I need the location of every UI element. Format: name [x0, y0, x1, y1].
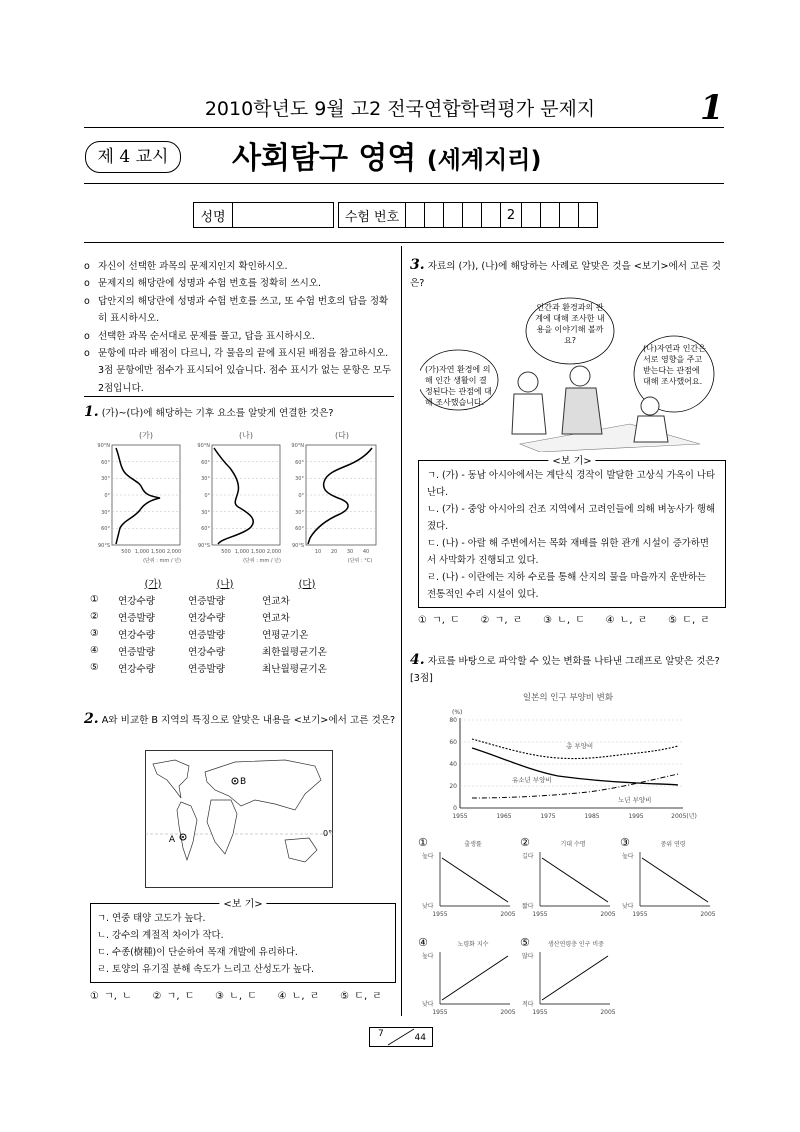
svg-text:30°: 30° — [101, 476, 110, 482]
svg-text:높다: 높다 — [422, 953, 434, 960]
svg-text:2005: 2005 — [600, 911, 616, 918]
svg-text:1955: 1955 — [632, 911, 648, 918]
svg-text:90°N: 90°N — [197, 443, 210, 449]
svg-text:90°N: 90°N — [97, 443, 110, 449]
exam-no-cell[interactable] — [463, 203, 482, 228]
svg-text:1985: 1985 — [584, 813, 600, 820]
svg-text:30°: 30° — [295, 510, 304, 516]
instructions — [84, 258, 396, 397]
exam-no-cell[interactable] — [406, 203, 425, 228]
svg-text:60°: 60° — [201, 460, 210, 466]
bogi-title: <보 기> — [548, 452, 595, 467]
svg-text:0: 0 — [453, 805, 457, 812]
id-table — [193, 202, 598, 228]
map-label-equator: 0° — [323, 829, 333, 838]
map-label-b: B — [240, 777, 247, 787]
instructions-rule — [84, 396, 394, 397]
subject-sub: (세계지리) — [426, 146, 542, 174]
svg-text:1955: 1955 — [532, 1009, 548, 1016]
opt-mark: ③ — [620, 836, 630, 849]
bubble-center: 인간과 환경과의 관계에 대해 조사한 내용을 이야기해 볼까요? — [535, 303, 605, 345]
svg-text:20: 20 — [330, 549, 338, 555]
bogi-item: ㄱ. (가) - 동남 아시아에서는 계단식 경작이 발달한 고상식 가옥이 나타난다. — [427, 470, 715, 498]
svg-text:2005: 2005 — [600, 1009, 616, 1016]
exam-no-cell[interactable] — [579, 203, 598, 228]
q2-bogi-box — [90, 899, 396, 983]
svg-text:20: 20 — [449, 783, 457, 790]
exam-no-cell[interactable] — [482, 203, 501, 228]
bogi-item: ㄹ. (나) - 이란에는 지하 수로를 통해 산지의 물을 마을까지 운반하는 전통적인 수리 시설이 있다. — [427, 572, 706, 600]
question-number: 2. — [84, 711, 99, 727]
svg-text:0°: 0° — [204, 493, 210, 499]
svg-text:1955: 1955 — [452, 813, 468, 820]
svg-text:90°N: 90°N — [291, 443, 304, 449]
bogi-item: ㄷ. 수종(樹種)이 단순하여 목재 개발에 유리하다. — [97, 947, 298, 958]
svg-text:1955: 1955 — [532, 911, 548, 918]
svg-text:2005(년): 2005(년) — [671, 813, 697, 820]
exam-no-cell[interactable] — [425, 203, 444, 228]
question-text: (가)~(다)에 해당하는 기후 요소를 알맞게 연결한 것은? — [101, 408, 334, 419]
instruction-item: o 답안지의 해당란에 성명과 수험 번호를 쓰고, 또 수험 번호의 답을 정확히 표시하시오. — [84, 293, 396, 328]
q3-bogi-box — [418, 456, 726, 608]
svg-text:1,500: 1,500 — [150, 549, 166, 555]
instruction-item: o 문제지의 해당란에 성명과 수험 번호를 정확히 쓰시오. — [84, 275, 396, 292]
svg-text:낮다: 낮다 — [622, 903, 634, 910]
label-old: 노년 부양비 — [618, 796, 652, 804]
graph-label: (가) — [139, 431, 153, 440]
question-1 — [84, 404, 394, 422]
svg-text:적다: 적다 — [522, 1001, 534, 1008]
exam-title: 2010학년도 9월 고2 전국연합학력평가 문제지 — [204, 98, 596, 120]
answer-row[interactable]: ③ 연강수량 연증발량 연평균기온 — [90, 628, 309, 641]
opt-title: 기대 수명 — [560, 841, 586, 848]
svg-text:1955: 1955 — [432, 911, 448, 918]
q4-option-graphs — [418, 836, 724, 1026]
bogi-item: ㄴ. (가) - 중앙 아시아의 건조 지역에서 고려인들에 의해 벼농사가 행해졌다. — [427, 504, 715, 532]
opt-title: 노령화 지수 — [457, 941, 489, 948]
series-youth — [472, 748, 678, 785]
svg-text:1995: 1995 — [628, 813, 644, 820]
svg-text:낮다: 낮다 — [422, 1001, 434, 1008]
question-text: A와 비교한 B 지역의 특징으로 알맞은 내용을 <보기>에서 고른 것은? — [101, 715, 396, 726]
svg-text:짧다: 짧다 — [522, 903, 534, 910]
svg-text:0°: 0° — [298, 493, 304, 499]
q2-world-map — [145, 750, 333, 888]
label-youth: 유소년 부양비 — [512, 776, 552, 784]
bubble-left: (가)자연 환경에 의해 인간 생활이 결정된다는 관점에 대해 조사했습니다. — [425, 365, 492, 407]
svg-text:길다: 길다 — [522, 853, 534, 860]
question-text: 자료의 (가), (나)에 해당하는 사례로 알맞은 것을 <보기>에서 고른 것은? — [410, 261, 721, 289]
svg-text:10: 10 — [314, 549, 322, 555]
column-separator — [401, 246, 402, 1016]
chart-title: 일본의 인구 부양비 변화 — [522, 693, 614, 703]
page-number: 1 — [700, 88, 724, 128]
svg-text:60°: 60° — [295, 526, 304, 532]
question-number: 3. — [410, 257, 425, 273]
subject-main: 사회탐구 영역 — [232, 141, 417, 176]
q3-options[interactable]: ① ㄱ, ㄷ ② ㄱ, ㄹ ③ ㄴ, ㄷ ④ ㄴ, ㄹ ⑤ ㄷ, ㄹ — [418, 615, 710, 626]
body-top-rule — [84, 242, 724, 243]
svg-text:높다: 높다 — [622, 853, 634, 860]
col-header: (다) — [298, 578, 316, 590]
instruction-item: o 선택한 과목 순서대로 문제를 풀고, 답을 표시하시오. — [84, 328, 396, 345]
exam-no-label: 수험 번호 — [339, 203, 406, 228]
exam-no-cell[interactable] — [522, 203, 541, 228]
question-3 — [410, 257, 724, 292]
footer-page: 7 — [378, 1029, 384, 1039]
svg-text:90°S: 90°S — [291, 543, 304, 549]
svg-text:90°S: 90°S — [97, 543, 110, 549]
svg-text:500: 500 — [221, 549, 231, 555]
opt-title: 중위 연령 — [660, 841, 686, 848]
svg-text:1965: 1965 — [496, 813, 512, 820]
label-total: 총 부양비 — [566, 742, 594, 750]
q1-climate-graphs — [90, 428, 395, 568]
svg-text:500: 500 — [121, 549, 131, 555]
q1-answer-table — [90, 574, 390, 676]
answer-row[interactable]: ① 연강수량 연증발량 연교차 — [90, 594, 290, 607]
svg-text:낮다: 낮다 — [422, 903, 434, 910]
session-label: 제 4 교시 — [85, 141, 181, 173]
svg-text:2005: 2005 — [500, 911, 516, 918]
svg-text:40: 40 — [449, 761, 457, 768]
bubble-right: (나)자연과 인간은 서로 영향을 주고 받는다는 관점에 대해 조사했어요. — [643, 344, 706, 386]
question-text: 자료를 바탕으로 파악할 수 있는 변화를 나타낸 그래프로 알맞은 것은? [3점] — [410, 656, 720, 684]
instruction-item: o 문항에 따라 배점이 다르니, 각 물음의 끝에 표시된 배점을 참고하시오. 3점 문항에만 점수가 표시되어 있습니다. 점수 표시가 없는 문항은 모두 2점입니다. — [84, 345, 396, 397]
svg-text:30°: 30° — [101, 510, 110, 516]
answer-row[interactable]: ⑤ 연강수량 연증발량 최난월평균기온 — [90, 662, 327, 675]
svg-text:60°: 60° — [101, 460, 110, 466]
svg-text:30°: 30° — [201, 510, 210, 516]
col-header: (가) — [144, 578, 162, 590]
svg-text:40: 40 — [362, 549, 370, 555]
svg-text:1975: 1975 — [540, 813, 556, 820]
instruction-item: o 자신이 선택한 과목의 문제지인지 확인하시오. — [84, 258, 396, 275]
question-4 — [410, 652, 724, 687]
header-rule — [84, 127, 724, 128]
svg-text:1,500: 1,500 — [250, 549, 266, 555]
svg-text:60: 60 — [449, 739, 457, 746]
svg-text:2005: 2005 — [500, 1009, 516, 1016]
svg-text:2,000: 2,000 — [166, 549, 182, 555]
bogi-item: ㄷ. (나) - 아랄 해 주변에서는 목화 재배를 위한 관개 시설이 증가하면서 사막화가 진행되고 있다. — [427, 538, 709, 566]
q2-options[interactable]: ① ㄱ, ㄴ ② ㄱ, ㄷ ③ ㄴ, ㄷ ④ ㄴ, ㄹ ⑤ ㄷ, ㄹ — [90, 991, 382, 1002]
svg-text:80: 80 — [449, 717, 457, 724]
bogi-title: <보 기> — [219, 895, 266, 910]
curve-ga — [116, 448, 160, 544]
svg-text:30°: 30° — [201, 476, 210, 482]
exam-no-cell[interactable] — [541, 203, 560, 228]
opt-mark: ① — [418, 836, 428, 849]
page-footer — [369, 1027, 433, 1047]
svg-text:많다: 많다 — [522, 953, 534, 960]
answer-row[interactable]: ④ 연증발량 연강수량 최한월평균기온 — [90, 645, 327, 658]
curve-na — [214, 448, 253, 544]
svg-text:높다: 높다 — [422, 853, 434, 860]
q4-option-svg[interactable] — [418, 836, 724, 1026]
opt-mark: ② — [520, 836, 530, 849]
name-label: 성명 — [194, 203, 233, 228]
svg-text:60°: 60° — [101, 526, 110, 532]
footer-total: 44 — [414, 1033, 426, 1043]
svg-text:(단위 : mm / 년): (단위 : mm / 년) — [243, 558, 281, 564]
svg-text:(단위 : °C): (단위 : °C) — [347, 558, 373, 564]
svg-text:2,000: 2,000 — [266, 549, 282, 555]
bogi-item: ㄱ. 연중 태양 고도가 높다. — [97, 913, 206, 924]
col-header: (나) — [216, 578, 234, 590]
answer-row[interactable]: ② 연증발량 연강수량 연교차 — [90, 611, 290, 624]
curve-da — [308, 448, 372, 544]
svg-text:30: 30 — [346, 549, 354, 555]
svg-text:90°S: 90°S — [197, 543, 210, 549]
bogi-item: ㄹ. 토양의 유기질 분해 속도가 느리고 산성도가 높다. — [97, 964, 315, 975]
svg-text:1,000: 1,000 — [134, 549, 150, 555]
opt-mark: ④ — [418, 936, 428, 949]
exam-no-digit: 2 — [501, 203, 522, 228]
svg-text:(단위 : mm / 년): (단위 : mm / 년) — [143, 558, 181, 564]
y-unit: (%) — [452, 709, 463, 716]
svg-text:0°: 0° — [104, 493, 110, 499]
svg-text:1,000: 1,000 — [234, 549, 250, 555]
svg-text:1955: 1955 — [432, 1009, 448, 1016]
question-2 — [84, 711, 396, 729]
exam-no-cell[interactable] — [560, 203, 579, 228]
q4-dependency-chart — [438, 688, 708, 830]
graph-label: (나) — [239, 431, 253, 440]
title-rule — [84, 183, 724, 184]
subject-title — [232, 133, 541, 177]
question-number: 1. — [84, 404, 99, 420]
opt-title: 출생률 — [464, 841, 482, 848]
graph-label: (다) — [335, 431, 349, 440]
svg-text:60°: 60° — [295, 460, 304, 466]
question-number: 4. — [410, 652, 425, 668]
bogi-item: ㄴ. 강수의 계절적 차이가 작다. — [97, 930, 224, 941]
name-field[interactable] — [233, 203, 334, 228]
svg-text:60°: 60° — [201, 526, 210, 532]
exam-no-cell[interactable] — [444, 203, 463, 228]
opt-title: 생산연령층 인구 비중 — [548, 941, 604, 948]
svg-text:30°: 30° — [295, 476, 304, 482]
map-label-a: A — [168, 835, 175, 845]
svg-text:2005: 2005 — [700, 911, 716, 918]
opt-mark: ⑤ — [520, 936, 530, 949]
